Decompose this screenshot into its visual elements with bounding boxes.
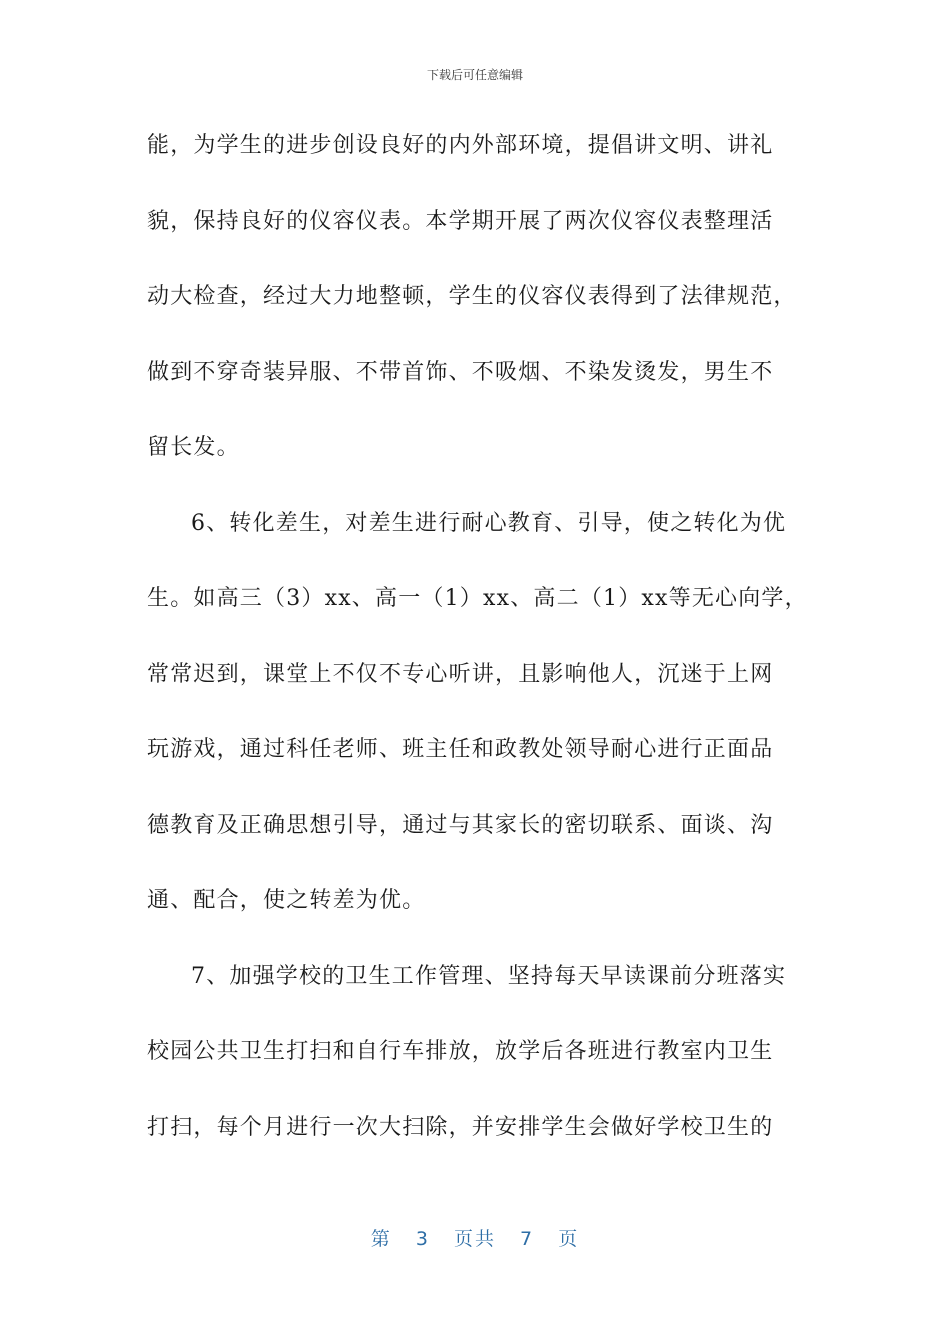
page-footer: [0, 1224, 950, 1251]
text-line: 能，为学生的进步创设良好的内外部环境，提倡讲文明、讲礼: [147, 133, 774, 158]
text-line: 通、配合，使之转差为优。: [147, 888, 426, 913]
text-line: 德教育及正确思想引导，通过与其家长的密切联系、面谈、沟: [147, 812, 774, 838]
text-line: 做到不穿奇装异服、不带首饰、不吸烟、不染发烫发，男生不: [147, 359, 774, 385]
document-body: [147, 120, 807, 1177]
footer-di: 第: [370, 1228, 392, 1250]
text-line: 打扫，每个月进行一次大扫除，并安排学生会做好学校卫生的: [147, 1114, 774, 1140]
text-line: 动大检查，经过大力地整顿，学生的仪容仪表得到了法律规范，: [147, 284, 797, 309]
footer-current-page: 3: [415, 1228, 430, 1250]
text-line: 7、加强学校的卫生工作管理、坚持每天早读课前分班落实: [191, 963, 787, 989]
header-note: 下载后可任意编辑: [426, 68, 523, 82]
footer-ye-gong: 页共: [453, 1228, 496, 1250]
footer-ye: 页: [558, 1228, 580, 1250]
text-line: 生。如高三（3）xx、高一（1）xx、高二（1）xx等无心向学，: [147, 586, 808, 611]
text-line: 6、转化差生，对差生进行耐心教育、引导，使之转化为优: [191, 510, 787, 536]
text-line: 貌，保持良好的仪容仪表。本学期开展了两次仪容仪表整理活: [147, 208, 774, 234]
text-line: 玩游戏，通过科任老师、班主任和政教处领导耐心进行正面品: [147, 737, 774, 762]
text-line: 留长发。: [147, 435, 240, 460]
text-line: 常常迟到，课堂上不仅不专心听讲，且影响他人，沉迷于上网: [147, 661, 774, 687]
text-line: 校园公共卫生打扫和自行车排放，放学后各班进行教室内卫生: [147, 1039, 774, 1064]
footer-total-pages: 7: [520, 1228, 535, 1250]
